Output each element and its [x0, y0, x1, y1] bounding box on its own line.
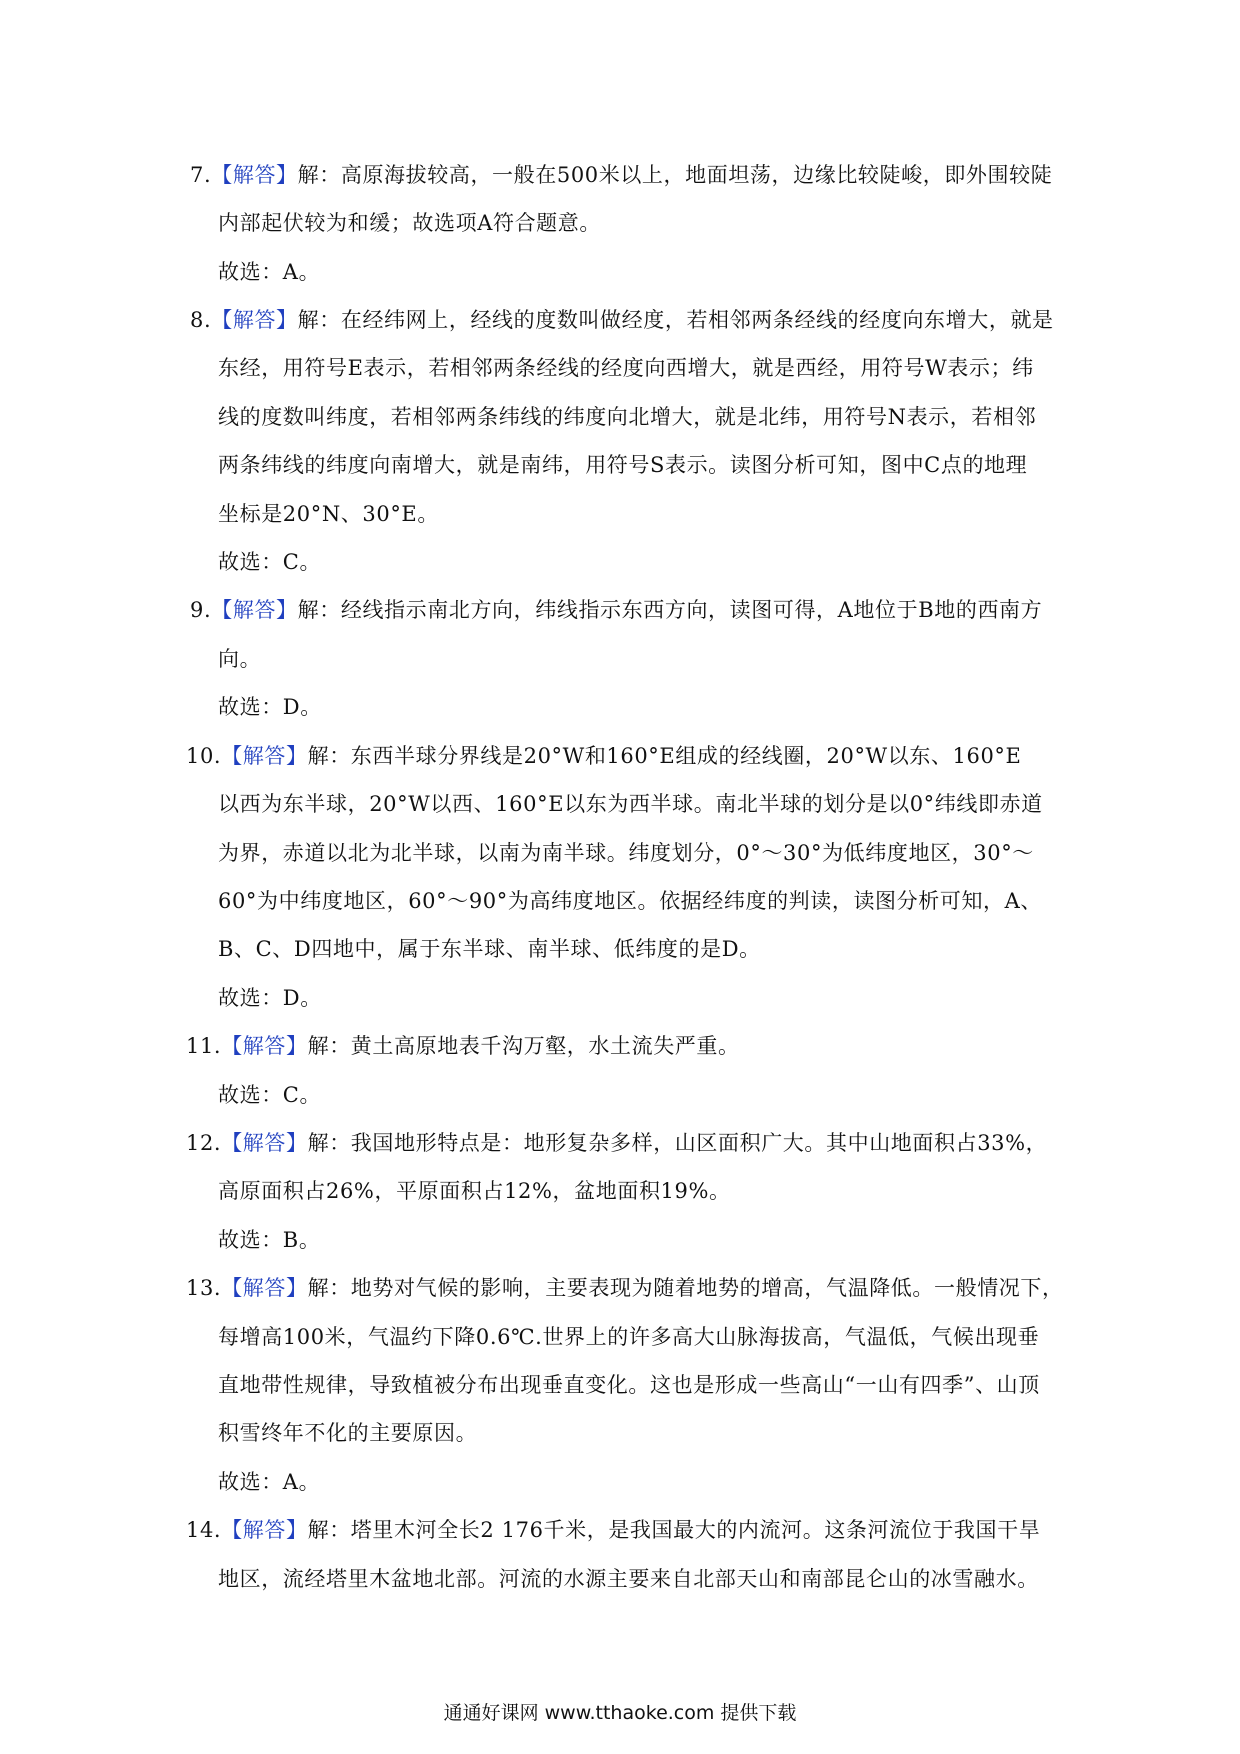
answer-13-choice: 故选：A。 [218, 1470, 321, 1494]
answer-8-choice: 故选：C。 [218, 550, 322, 574]
answer-10-choice: 故选：D。 [218, 986, 322, 1010]
answer-10-line-4: 60°为中纬度地区，60°～90°为高纬度地区。依据经纬度的判读，读图分析可知，A、 [218, 889, 1043, 913]
answer-8-line-4: 两条纬线的纬度向南增大，就是南纬，用符号S表示。读图分析可知，图中C点的地理 [218, 453, 1028, 477]
answer-8-line-2: 东经，用符号E表示，若相邻两条经线的经度向西增大，就是西经，用符号W表示；纬 [218, 356, 1034, 380]
answer-tag: 【解答】 [211, 163, 298, 187]
answer-12-choice: 故选：B。 [218, 1228, 321, 1252]
answer-11-choice: 故选：C。 [218, 1083, 322, 1107]
answer-13-line-3: 直地带性规律，导致植被分布出现垂直变化。这也是形成一些高山“一山有四季”、山顶 [218, 1373, 1040, 1397]
answer-11-line-1: 11.【解答】解：黄土高原地表千沟万壑，水土流失严重。 [186, 1034, 740, 1058]
answer-tag: 【解答】 [211, 598, 298, 622]
answer-tag: 【解答】 [221, 1131, 308, 1155]
answer-8-line-1: 8.【解答】解：在经纬网上，经线的度数叫做经度，若相邻两条经线的经度向东增大，就是 [190, 308, 1054, 332]
answer-7-choice: 故选：A。 [218, 260, 321, 284]
answer-tag: 【解答】 [221, 1034, 308, 1058]
answer-10-line-1: 10.【解答】解：东西半球分界线是20°W和160°E组成的经线圈，20°W以东、160°E [186, 744, 1022, 768]
answer-tag: 【解答】 [211, 308, 298, 332]
answer-9-line-2: 向。 [218, 647, 262, 671]
answer-tag: 【解答】 [221, 1276, 308, 1300]
answer-tag: 【解答】 [221, 1518, 308, 1542]
answer-8-line-5: 坐标是20°N、30°E。 [218, 502, 439, 526]
answer-10-line-3: 为界，赤道以北为北半球，以南为南半球。纬度划分，0°～30°为低纬度地区，30°～ [218, 841, 1034, 865]
answer-13-line-4: 积雪终年不化的主要原因。 [218, 1421, 478, 1445]
answer-12-line-2: 高原面积占26%，平原面积占12%，盆地面积19%。 [218, 1179, 731, 1203]
answer-13-line-2: 每增高100米，气温约下降0.6℃.世界上的许多高大山脉海拔高，气温低，气候出现垂 [218, 1325, 1040, 1349]
answer-9-choice: 故选：D。 [218, 695, 322, 719]
answer-10-line-5: B、C、D四地中，属于东半球、南半球、低纬度的是D。 [218, 937, 761, 961]
answer-7-line-2: 内部起伏较为和缓；故选项A符合题意。 [218, 211, 601, 235]
answer-9-line-1: 9.【解答】解：经线指示南北方向，纬线指示东西方向，读图可得，A地位于B地的西南方 [190, 598, 1043, 622]
answer-8-line-3: 线的度数叫纬度，若相邻两条纬线的纬度向北增大，就是北纬，用符号N表示，若相邻 [218, 405, 1037, 429]
answer-10-line-2: 以西为东半球，20°W以西、160°E以东为西半球。南北半球的划分是以0°纬线即赤道 [218, 792, 1043, 816]
page-footer: 通通好课网 www.tthaoke.com 提供下载 [443, 1702, 797, 1724]
answer-12-line-1: 12.【解答】解：我国地形特点是：地形复杂多样，山区面积广大。其中山地面积占33%， [186, 1131, 1048, 1155]
answer-14-line-2: 地区，流经塔里木盆地北部。河流的水源主要来自北部天山和南部昆仑山的冰雪融水。 [218, 1567, 1039, 1591]
answer-14-line-1: 14.【解答】解：塔里木河全长2 176千米，是我国最大的内流河。这条河流位于我国干旱 [186, 1518, 1041, 1542]
answer-13-line-1: 13.【解答】解：地势对气候的影响，主要表现为随着地势的增高，气温降低。一般情况下， [186, 1276, 1064, 1300]
answer-tag: 【解答】 [221, 744, 308, 768]
answer-7-line-1: 7.【解答】解：高原海拔较高，一般在500米以上，地面坦荡，边缘比较陡峻，即外围较陡 [190, 163, 1053, 187]
